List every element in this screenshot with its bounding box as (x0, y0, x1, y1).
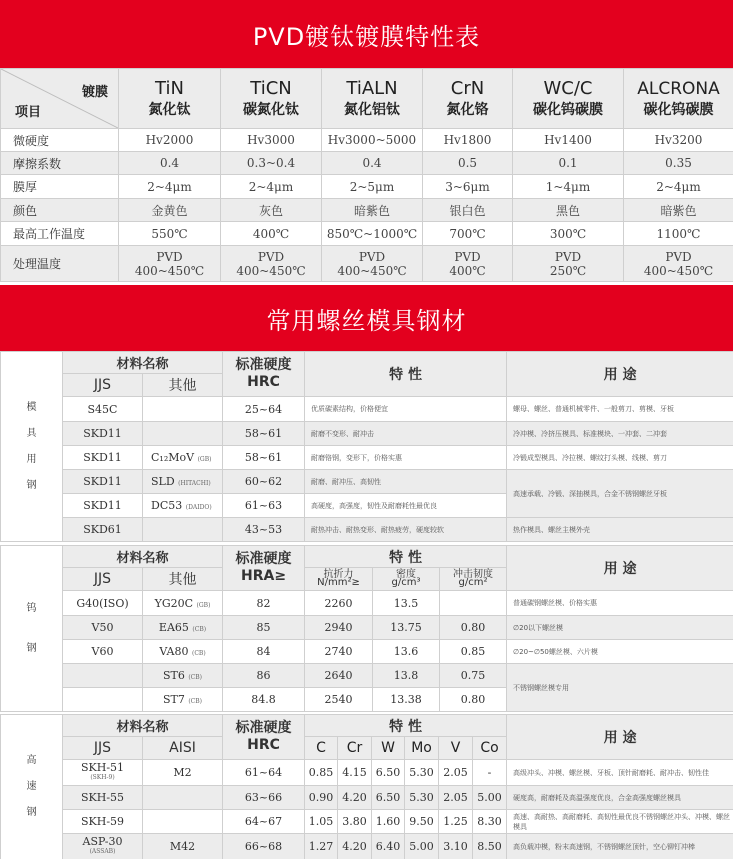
jjs-header: JJS (63, 374, 143, 397)
table-row (1, 518, 733, 542)
use-cell: 冷冲模、冷挤压模具、标准模块、一冲套、二冲套 (507, 422, 733, 446)
use-cell: 高速、高耐热、高耐磨耗、高韧性最优良不锈钢螺丝冲头、冲模、螺丝模具 (507, 810, 733, 834)
pvd-row-friction (1, 152, 733, 175)
other-cell: DC53 (DAIDO) (143, 494, 223, 518)
other-cell: YG20C (GB) (143, 591, 223, 616)
element-cell: 4.20 (338, 786, 372, 810)
pvd-coating-header (322, 69, 423, 129)
aisi-cell: M2 (143, 760, 223, 786)
element-header: C (305, 737, 338, 760)
pvd-value: 400~450℃ (337, 263, 407, 278)
hardness-header: 标准硬度 HRC (223, 715, 305, 760)
hrc-cell: 61~64 (223, 760, 305, 786)
jjs-header: JJS (63, 737, 143, 760)
coating-code: TiALN (346, 78, 398, 99)
density-cell: 13.6 (373, 640, 440, 664)
material-name-header: 材料名称 (63, 715, 223, 737)
pvd-row-label: 摩擦系数 (1, 152, 119, 175)
jjs-cell: ASP-30 (ASSAB) (63, 834, 143, 859)
pvd-value: 400℃ (221, 222, 322, 246)
tungsten-steel-table (0, 545, 733, 712)
section-side-label: 钨钢 (1, 546, 63, 712)
jjs-cell (63, 688, 143, 712)
pvd-title-banner (0, 0, 733, 68)
pvd-value: 暗紫色 (322, 199, 423, 222)
table-row (1, 470, 733, 494)
aisi-header: AISI (143, 737, 223, 760)
element-cell: 1.60 (372, 810, 405, 834)
hra-cell: 86 (223, 664, 305, 688)
pvd-value: 0.5 (423, 152, 513, 175)
pvd-value: 0.1 (513, 152, 624, 175)
mold-steel-table (0, 351, 733, 542)
steel-title-banner (0, 285, 733, 351)
element-cell: 3.80 (338, 810, 372, 834)
use-cell: 螺母、螺丝、普通机械零件、一般剪刀、剪模、牙板 (507, 397, 733, 422)
pvd-value: PVD (156, 249, 183, 264)
feature-cell: 高硬度，高强度，韧性及耐磨耗性最优良 (305, 494, 507, 518)
hra-cell: 84.8 (223, 688, 305, 712)
aisi-cell: M42 (143, 834, 223, 859)
jjs-cell: SKD61 (63, 518, 143, 542)
table-row (1, 760, 733, 786)
table-row (1, 810, 733, 834)
other-cell (143, 518, 223, 542)
other-cell: SLD (HITACHI) (143, 470, 223, 494)
pvd-value: 0.4 (322, 152, 423, 175)
use-header: 用 途 (507, 546, 733, 591)
pvd-coating-table (0, 68, 733, 282)
toughness-cell: 0.75 (440, 664, 507, 688)
material-name-header: 材料名称 (63, 546, 223, 568)
hra-cell: 84 (223, 640, 305, 664)
pvd-value: 2~4μm (221, 175, 322, 199)
coating-name: 碳氮化钛 (243, 102, 299, 118)
jjs-cell: SKD11 (63, 446, 143, 470)
hrc-cell: 25~64 (223, 397, 305, 422)
section-side-label: 高速钢 (1, 715, 63, 859)
element-cell: 1.25 (439, 810, 473, 834)
pvd-row-label: 微硬度 (1, 129, 119, 152)
table-row (1, 664, 733, 688)
density-cell: 13.38 (373, 688, 440, 712)
use-cell: ∅20以下螺丝模 (507, 616, 733, 640)
other-header: 其他 (143, 568, 223, 591)
pvd-value: Hv3000~5000 (322, 129, 423, 152)
pvd-row-process-temp (1, 246, 733, 282)
pvd-value: Hv2000 (119, 129, 221, 152)
hra-cell: 82 (223, 591, 305, 616)
feature-cell: 耐磨、耐冲压、高韧性 (305, 470, 507, 494)
table-row (1, 422, 733, 446)
high-speed-steel-table (0, 714, 733, 859)
other-cell: ST7 (CB) (143, 688, 223, 712)
element-cell: 5.30 (405, 786, 439, 810)
pvd-value: 300℃ (513, 222, 624, 246)
hrc-cell: 66~68 (223, 834, 305, 859)
pvd-corner-bottom: 项目 (15, 105, 42, 120)
aisi-cell (143, 786, 223, 810)
other-cell: ST6 (CB) (143, 664, 223, 688)
other-cell (143, 422, 223, 446)
jjs-cell: V50 (63, 616, 143, 640)
use-header: 用 途 (507, 352, 733, 397)
pvd-value: 0.4 (119, 152, 221, 175)
coating-code: ALCRONA (637, 78, 720, 99)
pvd-value: 0.3~0.4 (221, 152, 322, 175)
element-cell: 5.30 (405, 760, 439, 786)
use-cell: 不锈钢螺丝模专用 (507, 664, 733, 712)
use-cell: 高速承载、冷锻、深抽模具，合金不锈钢螺丝牙板 (507, 470, 733, 518)
material-name-header: 材料名称 (63, 352, 223, 374)
hrc-cell: 43~53 (223, 518, 305, 542)
other-cell: VA80 (CB) (143, 640, 223, 664)
feature-cell: 优质碳素结构，价格便宜 (305, 397, 507, 422)
pvd-value: PVD (257, 249, 285, 264)
table-row (1, 397, 733, 422)
pvd-row-label: 颜色 (1, 199, 119, 222)
pvd-value: 暗紫色 (624, 199, 733, 222)
coating-name: 碳化钨碳膜 (643, 101, 714, 118)
pvd-value: 2~4μm (624, 175, 733, 199)
jjs-cell: SKH-55 (63, 786, 143, 810)
pvd-value: PVD (554, 249, 582, 264)
element-cell: 3.10 (439, 834, 473, 859)
pvd-value: 金黄色 (119, 199, 221, 222)
section-side-label: 模具用钢 (1, 352, 63, 542)
steel-title: 常用螺丝模具钢材 (266, 306, 467, 335)
element-cell: 1.27 (305, 834, 338, 859)
jjs-cell: SKD11 (63, 470, 143, 494)
pvd-value: Hv1400 (513, 129, 624, 152)
use-cell: 热作模具、螺丝主模外壳 (507, 518, 733, 542)
toughness-subheader: 冲击韧度 g/cm² (440, 568, 507, 591)
density-subheader: 密度 g/cm³ (373, 568, 440, 591)
pvd-value: 700℃ (423, 222, 513, 246)
jjs-cell: G40(ISO) (63, 591, 143, 616)
other-cell: EA65 (CB) (143, 616, 223, 640)
pvd-value: 250℃ (549, 263, 587, 278)
pvd-value: 400~450℃ (236, 263, 306, 278)
hrc-cell: 63~66 (223, 786, 305, 810)
aisi-cell (143, 810, 223, 834)
pvd-value: Hv3000 (221, 129, 322, 152)
feature-cell: 耐磨铬钢，变形下，价格实惠 (305, 446, 507, 470)
element-cell: 2.05 (439, 760, 473, 786)
density-cell: 13.5 (373, 591, 440, 616)
pvd-value: 550℃ (119, 222, 221, 246)
hrc-cell: 58~61 (223, 446, 305, 470)
pvd-value: Hv1800 (423, 129, 513, 152)
element-cell: 4.20 (338, 834, 372, 859)
pvd-row-max-temp (1, 222, 733, 246)
element-cell: 6.50 (372, 786, 405, 810)
jjs-cell: SKD11 (63, 494, 143, 518)
element-header: Mo (405, 737, 439, 760)
feature-header: 特 性 (305, 715, 507, 737)
pvd-value: PVD (665, 249, 692, 264)
element-cell: 5.00 (473, 786, 507, 810)
pvd-row-label: 膜厚 (1, 175, 119, 199)
element-cell: - (473, 760, 507, 786)
pvd-value: 400℃ (449, 263, 486, 278)
pvd-row-color (1, 199, 733, 222)
element-cell: 9.50 (405, 810, 439, 834)
jjs-cell: SKH-51 (SKH-9) (63, 760, 143, 786)
element-cell: 6.50 (372, 760, 405, 786)
element-cell: 5.00 (405, 834, 439, 859)
pvd-value: PVD (358, 249, 386, 264)
pvd-value: 0.35 (624, 152, 733, 175)
pvd-coating-header (513, 69, 624, 129)
element-cell: 8.50 (473, 834, 507, 859)
coating-code: CrN (450, 78, 485, 99)
feature-header: 特 性 (305, 546, 507, 568)
coating-name: 氮化钛 (148, 102, 191, 118)
element-header: V (439, 737, 473, 760)
element-cell: 2.05 (439, 786, 473, 810)
pvd-value: 1100℃ (624, 222, 733, 246)
pvd-value: 银白色 (423, 199, 513, 222)
pvd-coating-header (624, 69, 733, 129)
pvd-value: 400~450℃ (643, 263, 714, 278)
pvd-value: 灰色 (221, 199, 322, 222)
density-cell: 13.75 (373, 616, 440, 640)
table-row (1, 591, 733, 616)
pvd-coating-header (423, 69, 513, 129)
hrc-cell: 60~62 (223, 470, 305, 494)
hra-cell: 85 (223, 616, 305, 640)
coating-name: 氮化铬 (446, 102, 489, 118)
pvd-row-thickness (1, 175, 733, 199)
coating-code: TiN (155, 78, 184, 99)
pvd-title: PVD镀钛镀膜特性表 (252, 22, 481, 51)
element-header: W (372, 737, 405, 760)
element-cell: 0.85 (305, 760, 338, 786)
feature-cell: 耐热冲击、耐热变形、耐热疲劳，硬度较软 (305, 518, 507, 542)
hrc-cell: 64~67 (223, 810, 305, 834)
element-header: Cr (338, 737, 372, 760)
use-header: 用 途 (507, 715, 733, 760)
element-cell: 0.90 (305, 786, 338, 810)
element-cell: 1.05 (305, 810, 338, 834)
use-cell: 高级冲头、冲模、螺丝模、牙板、顶针耐磨耗、耐冲击、韧性佳 (507, 760, 733, 786)
hrc-cell: 61~63 (223, 494, 305, 518)
element-cell: 4.15 (338, 760, 372, 786)
toughness-cell (440, 591, 507, 616)
pvd-value: 黑色 (513, 199, 624, 222)
use-cell: 冷锻成型模具、冷拉模、螺纹打头模、线模、剪刀 (507, 446, 733, 470)
pvd-row-label: 最高工作温度 (1, 222, 119, 246)
pvd-value: 2~4μm (119, 175, 221, 199)
jjs-cell: V60 (63, 640, 143, 664)
coating-name: 氮化铝钛 (344, 102, 400, 118)
strength-cell: 2640 (305, 664, 373, 688)
pvd-value: Hv3200 (624, 129, 733, 152)
strength-cell: 2940 (305, 616, 373, 640)
pvd-value: 400~450℃ (134, 263, 205, 278)
element-header: Co (473, 737, 507, 760)
table-row (1, 446, 733, 470)
toughness-cell: 0.80 (440, 688, 507, 712)
pvd-row-hardness (1, 129, 733, 152)
pvd-value: 1~4μm (513, 175, 624, 199)
pvd-coating-header (119, 69, 221, 129)
feature-cell: 耐磨不变形、耐冲击 (305, 422, 507, 446)
strength-cell: 2260 (305, 591, 373, 616)
use-cell: 高负载冲模，粉末高速钢，不锈钢螺丝顶针，空心铆钉冲棒 (507, 834, 733, 859)
table-row (1, 786, 733, 810)
pvd-coating-header (221, 69, 322, 129)
toughness-cell: 0.85 (440, 640, 507, 664)
feature-header: 特 性 (305, 352, 507, 397)
hardness-header: 标准硬度 HRC (223, 352, 305, 397)
strength-cell: 2540 (305, 688, 373, 712)
coating-name: 碳化钨碳膜 (533, 102, 603, 118)
hardness-header: 标准硬度 HRA≥ (223, 546, 305, 591)
element-cell: 6.40 (372, 834, 405, 859)
use-cell: 硬度高，耐磨耗及高温强度优良，合金高强度螺丝模具 (507, 786, 733, 810)
coating-code: WC/C (543, 78, 593, 99)
density-cell: 13.8 (373, 664, 440, 688)
pvd-row-label: 处理温度 (1, 246, 119, 282)
jjs-cell (63, 664, 143, 688)
jjs-cell: SKD11 (63, 422, 143, 446)
strength-cell: 2740 (305, 640, 373, 664)
other-cell: C₁₂MoV (GB) (143, 446, 223, 470)
element-cell: 8.30 (473, 810, 507, 834)
hrc-cell: 58~61 (223, 422, 305, 446)
jjs-header: JJS (63, 568, 143, 591)
pvd-corner-top: 镀膜 (81, 85, 108, 100)
pvd-value: PVD (454, 249, 481, 264)
coating-code: TiCN (250, 78, 292, 99)
other-cell (143, 397, 223, 422)
pvd-corner-cell (1, 69, 119, 129)
pvd-value: 850℃~1000℃ (322, 222, 423, 246)
strength-subheader: 抗折力 N/mm²≥ (305, 568, 373, 591)
other-header: 其他 (143, 374, 223, 397)
use-cell: 普通碳钢螺丝模、价格实惠 (507, 591, 733, 616)
table-row (1, 834, 733, 859)
pvd-value: 3~6μm (423, 175, 513, 199)
toughness-cell: 0.80 (440, 616, 507, 640)
jjs-cell: SKH-59 (63, 810, 143, 834)
table-row (1, 616, 733, 640)
table-row (1, 640, 733, 664)
use-cell: ∅20~∅50螺丝模、六片模 (507, 640, 733, 664)
pvd-value: 2~5μm (322, 175, 423, 199)
jjs-cell: S45C (63, 397, 143, 422)
